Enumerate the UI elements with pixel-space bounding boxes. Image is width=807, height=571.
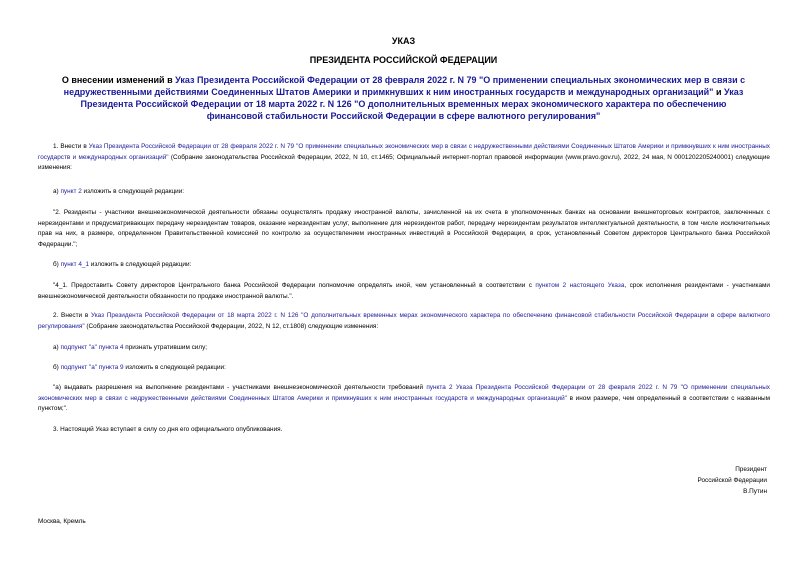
link-ukaz-126[interactable]: Указ Президента Российской Федерации от 18 марта 2022 г. N 126 "О дополнительных временных мерах экономического характера по обеспечению финансовой стабильности Российской Федерации в сфере валютного регулирования": [38, 312, 770, 330]
paragraph-text: в ином размере, чем определенный в соответствии с названным пунктом;".: [38, 394, 770, 412]
document-type-heading: УКАЗ: [391, 36, 416, 46]
paragraph-text: а): [53, 188, 61, 195]
paragraph-2: [38, 311, 770, 332]
signature-block: [567, 464, 767, 497]
paragraph-1: [38, 142, 770, 174]
signing-place: Москва, Кремль: [38, 518, 86, 525]
title-link-ukaz-126[interactable]: Указ Президента Российской Федерации от 18 марта 2022 г. N 126 "О дополнительных временных мерах экономического характера по обеспечению финансовой стабильности Российской Федерации в сфере валютного регулирования": [80, 87, 744, 121]
link-punkt-2-ukaza[interactable]: пунктом 2 настоящего Указа: [535, 282, 625, 289]
document-title: [60, 74, 747, 122]
issuer-heading: ПРЕЗИДЕНТА РОССИЙСКОЙ ФЕДЕРАЦИИ: [309, 55, 498, 65]
paragraph-text: "4_1. Предоставить Совету директоров Центрального банка Российской Федерации полномочие определять иной, чем установленный в соответствии с: [53, 282, 536, 289]
signature-country: Российской Федерации: [697, 477, 767, 484]
signature-name: В.Путин: [743, 488, 767, 495]
link-punkta-2-ukaza-79[interactable]: пункта 2 Указа Президента Российской Федерации от 28 февраля 2022 г. N 79 "О применении специальных экономических мер в связи с недружественными действиями Соединенных Штатов Америки и примкнувших к ним иностранных государств и международных организаций": [38, 384, 770, 402]
link-punkt-2[interactable]: пункт 2: [60, 188, 82, 195]
paragraph-text: , срок исполнения резидентами - участниками внешнеэкономической деятельности обязанности по продаже иностранной валюты.".: [38, 282, 770, 300]
paragraph-text: изложить в следующей редакции:: [89, 261, 192, 268]
title-text: и: [713, 87, 724, 97]
paragraph-2a: [38, 343, 770, 354]
title-text: О внесении изменений в: [61, 75, 176, 85]
paragraph-quote-2: "2. Резиденты - участники внешнеэкономической деятельности обязаны осуществлять продажу иностранной валюты, зачисленной на их счета в уполномоченных банках на основании внешнеторговых контрактов, заключенных с нерезидентами и предусматривающих передачу нерезидентам товаров, оказание нерезидентам услуг, выполнение для нерезидентов работ, передачу нерезидентам результатов интеллектуальной деятельности, в том числе исключительных прав на них, в размере, определенном Правительственной комиссией по контролю за осуществлением иностранных инвестиций в Российской Федерации, в срок, установленный Советом директоров Центрального банка Российской Федерации.";: [38, 209, 770, 248]
paragraph-text: 2. Внести в: [53, 312, 91, 319]
paragraph-1a: [38, 187, 770, 198]
paragraph-text: (Собрание законодательства Российской Федерации, 2022, N 12, ст.1808) следующие изменения:: [84, 322, 379, 330]
paragraph-text: признать утратившим силу;: [123, 344, 208, 351]
paragraph-text: (Собрание законодательства Российской Федерации, 2022, N 10, ст.1465; Официальный интернет-портал правовой информации (www.pravo.gov.ru), 2022, 24 мая, N 0001202205240001) следующие изменения:: [38, 153, 770, 171]
paragraph-text: изложить в следующей редакции:: [123, 364, 226, 371]
paragraph-2b: [38, 363, 770, 374]
paragraph-text: "а) выдавать разрешения на выполнение резидентами - участниками внешнеэкономической деятельности требований: [53, 384, 427, 391]
paragraph-3: 3. Настоящий Указ вступает в силу со дня его официального опубликования.: [53, 426, 283, 433]
paragraph-text: изложить в следующей редакции:: [81, 188, 185, 195]
paragraph-text: б): [53, 261, 61, 268]
link-podpunkt-a-punkta-9[interactable]: подпункт "а" пункта 9: [60, 364, 124, 371]
link-ukaz-79[interactable]: Указ Президента Российской Федерации от 28 февраля 2022 г. N 79 "О применении специальных экономических мер в связи с недружественными действиями Соединенных Штатов Америки и примкнувших к ним иностранных государств и международных организаций": [38, 143, 770, 161]
paragraph-1b: [38, 260, 770, 271]
signature-title: Президент: [735, 466, 767, 473]
paragraph-text: б): [53, 364, 61, 371]
link-podpunkt-a-punkta-4[interactable]: подпункт "а" пункта 4: [60, 344, 124, 351]
link-punkt-4-1[interactable]: пункт 4_1: [60, 261, 89, 268]
paragraph-quote-4-1: [38, 281, 770, 302]
paragraph-text: 1. Внести в: [53, 143, 89, 150]
paragraph-quote-a: [38, 383, 770, 415]
paragraph-text: а): [53, 344, 61, 351]
title-link-ukaz-79[interactable]: Указ Президента Российской Федерации от 28 февраля 2022 г. N 79 "О применении специальных экономических мер в связи с недружественными действиями Соединенных Штатов Америки и примкнувших к ним иностранных государств и международных организаций": [63, 75, 746, 97]
